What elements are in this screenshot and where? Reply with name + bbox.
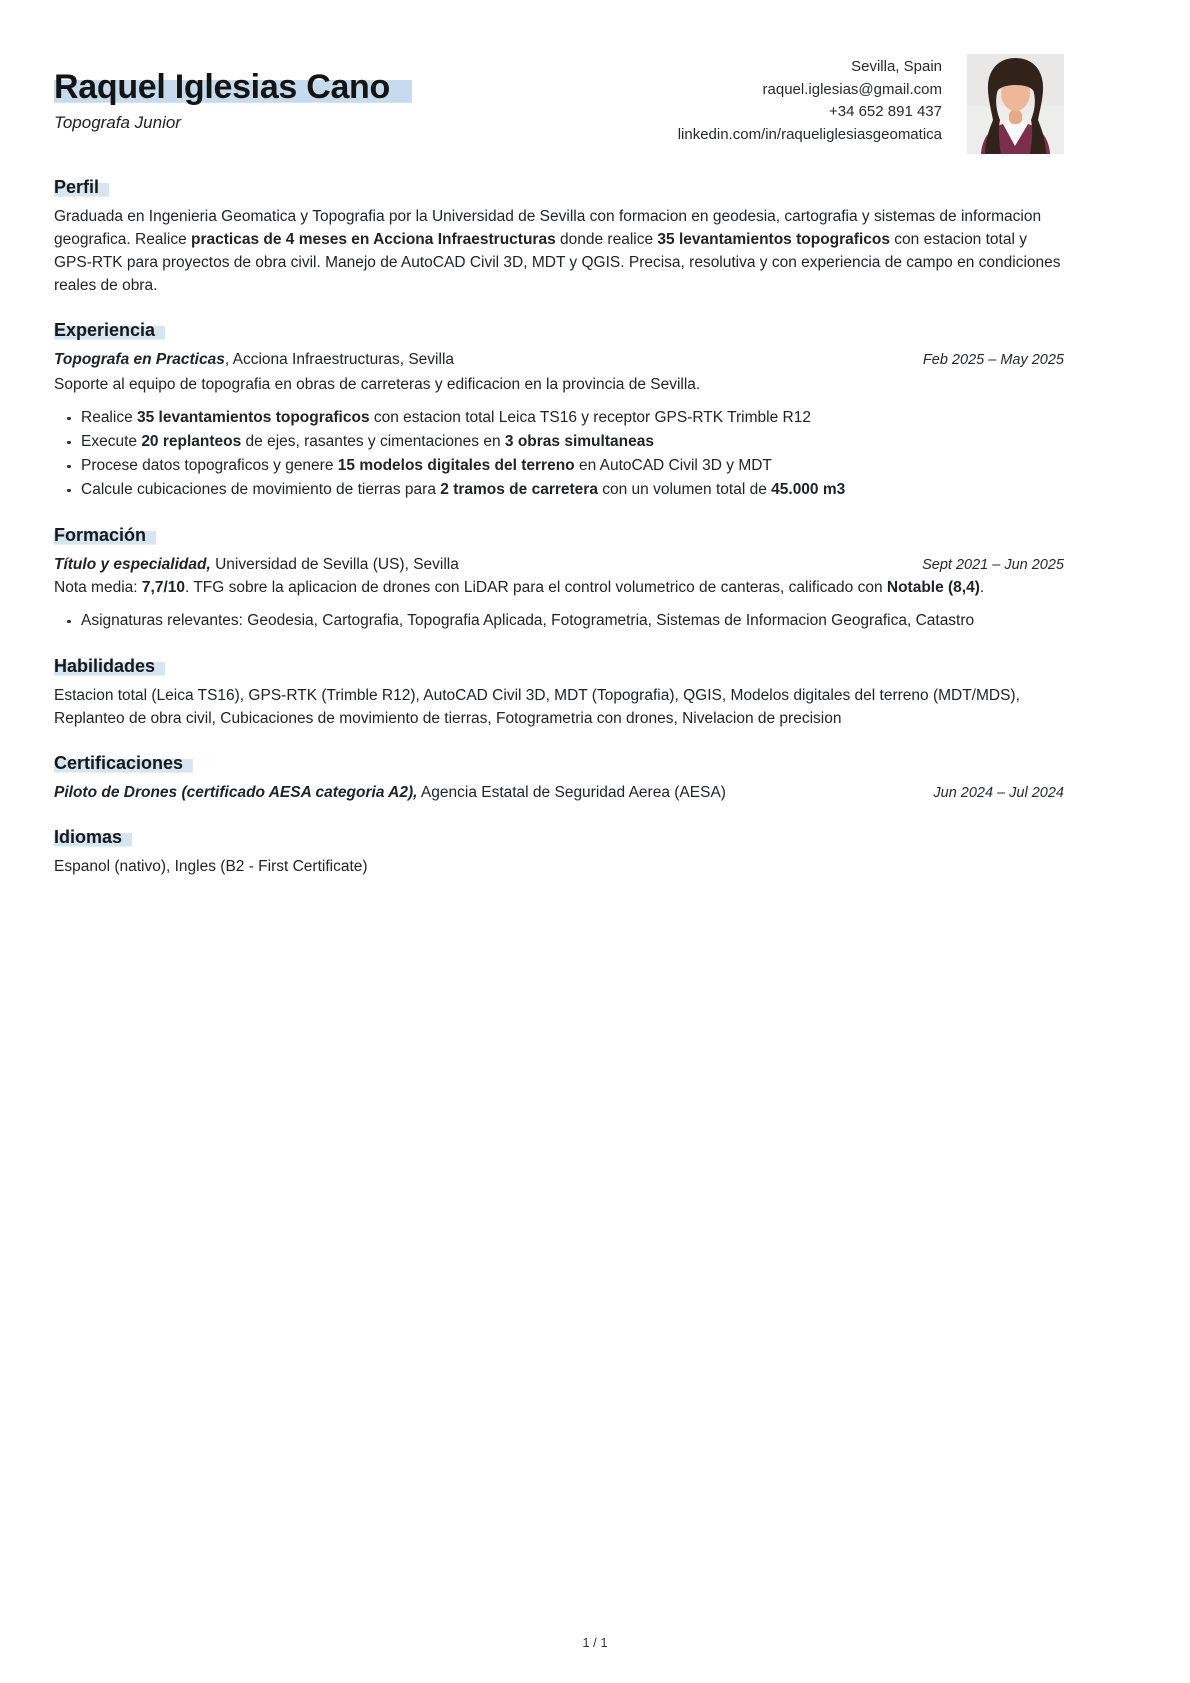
education-bullets xyxy=(54,609,1064,633)
resume-header xyxy=(54,54,1064,154)
degree-title: Título y especialidad, xyxy=(54,556,211,573)
section-heading-certificaciones-label: Certificaciones xyxy=(54,753,193,773)
job-company: , Acciona Infraestructuras, Sevilla xyxy=(224,351,455,368)
contact-linkedin-link[interactable]: linkedin.com/in/raqueliglesiasgeomatica xyxy=(677,125,942,143)
experience-bullet-item: Realice 35 levantamientos topograficos con estacion total Leica TS16 y receptor GPS-RTK Trimble R12 xyxy=(54,406,1064,430)
bullet-icon xyxy=(67,417,71,421)
certification-dates: Jun 2024 – Jul 2024 xyxy=(933,785,1064,801)
certification-row xyxy=(54,781,1064,804)
section-heading-certificaciones xyxy=(54,753,1064,774)
portrait-photo-icon xyxy=(967,54,1064,154)
experience-bullet-item: Execute 20 replanteos de ejes, rasantes y cimentaciones en 3 obras simultaneas xyxy=(54,430,1064,454)
section-experiencia xyxy=(54,320,1064,502)
languages-paragraph: Espanol (nativo), Ingles (B2 - First Certificate) xyxy=(54,858,368,875)
section-heading-perfil xyxy=(54,177,1064,198)
bullet-icon xyxy=(67,620,71,624)
section-idiomas xyxy=(54,827,1064,878)
job-header-row xyxy=(54,348,1064,371)
experience-bullet-item: Procese datos topograficos y genere 15 modelos digitales del terreno en AutoCAD Civil 3D y MDT xyxy=(54,454,1064,478)
section-heading-formacion-label: Formación xyxy=(54,525,156,545)
section-perfil xyxy=(54,177,1064,297)
job-title-line xyxy=(54,348,454,371)
candidate-name-heading xyxy=(54,68,412,107)
section-heading-experiencia xyxy=(54,320,1064,341)
section-heading-habilidades-label: Habilidades xyxy=(54,656,165,676)
header-contact-area xyxy=(678,54,1064,154)
profile-photo xyxy=(967,54,1064,154)
section-heading-habilidades xyxy=(54,656,1064,677)
candidate-name: Raquel Iglesias Cano xyxy=(54,68,412,106)
bullet-icon xyxy=(67,465,71,469)
job-title: Topografa en Practicas xyxy=(54,351,225,368)
experience-bullet-item: Calcule cubicaciones de movimiento de tierras para 2 tramos de carretera con un volumen total de 45.000 m3 xyxy=(54,478,1064,502)
section-heading-formacion xyxy=(54,525,1064,546)
certification-title-line xyxy=(54,781,726,804)
education-bullet-item: Asignaturas relevantes: Geodesia, Cartografia, Topografia Aplicada, Fotogrametria, Sistemas de Informacion Geografica, Catastro xyxy=(54,609,1064,633)
bullet-icon xyxy=(67,441,71,445)
certification-issuer: Agencia Estatal de Seguridad Aerea (AESA) xyxy=(417,784,726,801)
page-number: 1 / 1 xyxy=(582,1635,608,1650)
section-heading-experiencia-label: Experiencia xyxy=(54,320,165,340)
section-heading-idiomas xyxy=(54,827,1064,848)
job-dates: Feb 2025 – May 2025 xyxy=(922,352,1064,368)
contact-block xyxy=(678,54,942,146)
education-grade-line: Nota media: 7,7/10. TFG sobre la aplicacion de drones con LiDAR para el control volumetrico de canteras, calificado con Notable (8,4). xyxy=(54,579,985,596)
degree-school: Universidad de Sevilla (US), Sevilla xyxy=(210,556,459,573)
certification-title: Piloto de Drones (certificado AESA categoria A2), xyxy=(54,784,418,801)
job-summary: Soporte al equipo de topografia en obras de carreteras y edificacion en la provincia de Sevilla. xyxy=(54,376,701,393)
degree-title-line xyxy=(54,553,459,576)
section-heading-idiomas-label: Idiomas xyxy=(54,827,132,847)
header-identity xyxy=(54,54,412,133)
contact-email-link[interactable]: raquel.iglesias@gmail.com xyxy=(762,80,942,98)
contact-location: Sevilla, Spain xyxy=(851,58,942,75)
section-formacion xyxy=(54,525,1064,633)
candidate-title: Topografa Junior xyxy=(54,113,181,133)
section-habilidades xyxy=(54,656,1064,730)
experience-bullets xyxy=(54,406,1064,502)
education-dates: Sept 2021 – Jun 2025 xyxy=(922,557,1064,573)
section-heading-perfil-label: Perfil xyxy=(54,177,109,197)
section-certificaciones xyxy=(54,753,1064,804)
perfil-paragraph: Graduada en Ingenieria Geomatica y Topografia por la Universidad de Sevilla con formacion en geodesia, cartografia y sistemas de informacion geografica. Realice practicas de 4 meses en Acciona Infraestructuras donde realice 35 levantamientos topograficos con estacion total y GPS-RTK para proyectos de obra civil. Manejo de AutoCAD Civil 3D, MDT y QGIS. Precisa, resolutiva y con experiencia de campo en condiciones reales de obra. xyxy=(54,208,1061,294)
bullet-icon xyxy=(67,489,71,493)
skills-paragraph: Estacion total (Leica TS16), GPS-RTK (Trimble R12), AutoCAD Civil 3D, MDT (Topografia), QGIS, Modelos digitales del terreno (MDT/MDS), Replanteo de obra civil, Cubicaciones de movimiento de tierras, Fotogrametria con drones, Nivelacion de precision xyxy=(54,687,1020,727)
education-header-row xyxy=(54,553,1064,576)
contact-phone: +34 652 891 437 xyxy=(828,103,942,120)
